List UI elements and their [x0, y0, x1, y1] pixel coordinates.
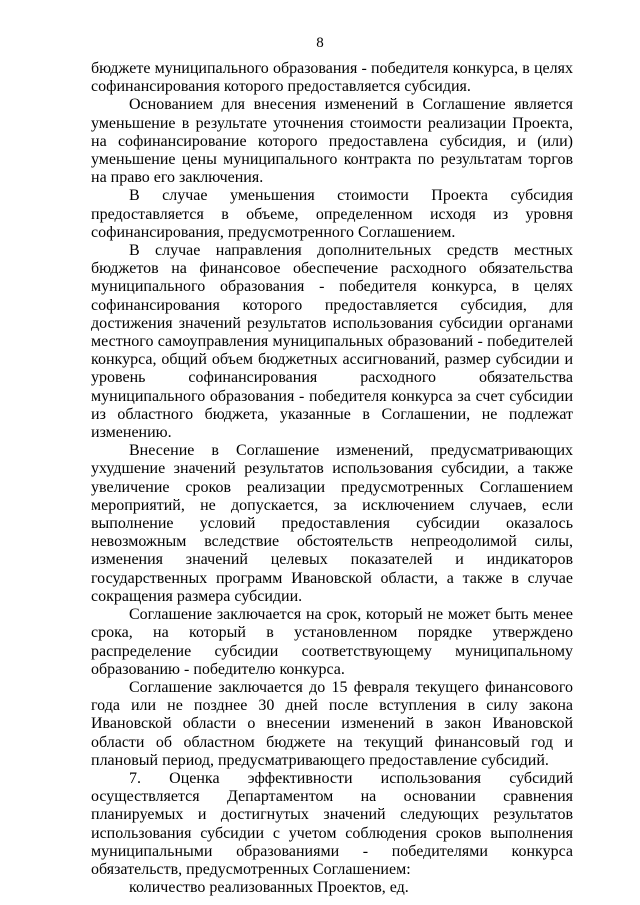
paragraph: В случае уменьшения стоимости Проекта субсидия предоставляется в объеме, определенном исходя из уровня софинансирования, предусмотренного Соглашением. — [91, 187, 573, 241]
paragraph: Основанием для внесения изменений в Соглашение является уменьшение в результате уточнения стоимости реализации Проекта, на софинансирование которого предоставлена субсидия, и (или) уменьшение цены муниципального контракта по результатам торгов на право его заключения. — [91, 96, 573, 187]
paragraph: Соглашение заключается на срок, который не может быть менее срока, на который в установленном порядке утверждено распределение субсидии соответствующему муниципальному образованию - победителю конкурса. — [91, 606, 573, 678]
document-body — [91, 60, 573, 897]
paragraph: Внесение в Соглашение изменений, предусматривающих ухудшение значений результатов использования субсидии, а также увеличение сроков реализации предусмотренных Соглашением мероприятий, не допускается, за исключением случаев, если выполнение условий предоставления субсидии оказалось невозможным вследствие обстоятельств непреодолимой силы, изменения значений целевых показателей и индикаторов государственных программ Ивановской области, а также в случае сокращения размера субсидии. — [91, 442, 573, 605]
page-number: 8 — [316, 35, 324, 51]
paragraph: В случае направления дополнительных средств местных бюджетов на финансовое обеспечение расходного обязательства муниципального образования - победителя конкурса, в целях софинансирования которого предоставляется субсидия, для достижения значений результатов использования субсидии органами местного самоуправления муниципальных образований - победителей конкурса, общий объем бюджетных ассигнований, размер субсидии и уровень софинансирования расходного обязательства муниципального образования - победителя конкурса за счет субсидии из областного бюджета, указанные в Соглашении, не подлежат изменению. — [91, 242, 573, 442]
paragraph: бюджете муниципального образования - победителя конкурса, в целях софинансирования которого предоставляется субсидия. — [91, 60, 573, 96]
paragraph: Соглашение заключается до 15 февраля текущего финансового года или не позднее 30 дней после вступления в силу закона Ивановской области о внесении изменений в закон Ивановской области об областном бюджете на текущий финансовый год и плановый период, предусматривающего предоставление субсидий. — [91, 678, 573, 769]
paragraph: 7. Оценка эффективности использования субсидий осуществляется Департаментом на основании сравнения планируемых и достигнутых значений следующих результатов использования субсидии с учетом соблюдения сроков выполнения муниципальными образованиями - победителями конкурса обязательств, предусмотренных Соглашением: — [91, 769, 573, 878]
paragraph: количество реализованных Проектов, ед. — [129, 879, 409, 897]
